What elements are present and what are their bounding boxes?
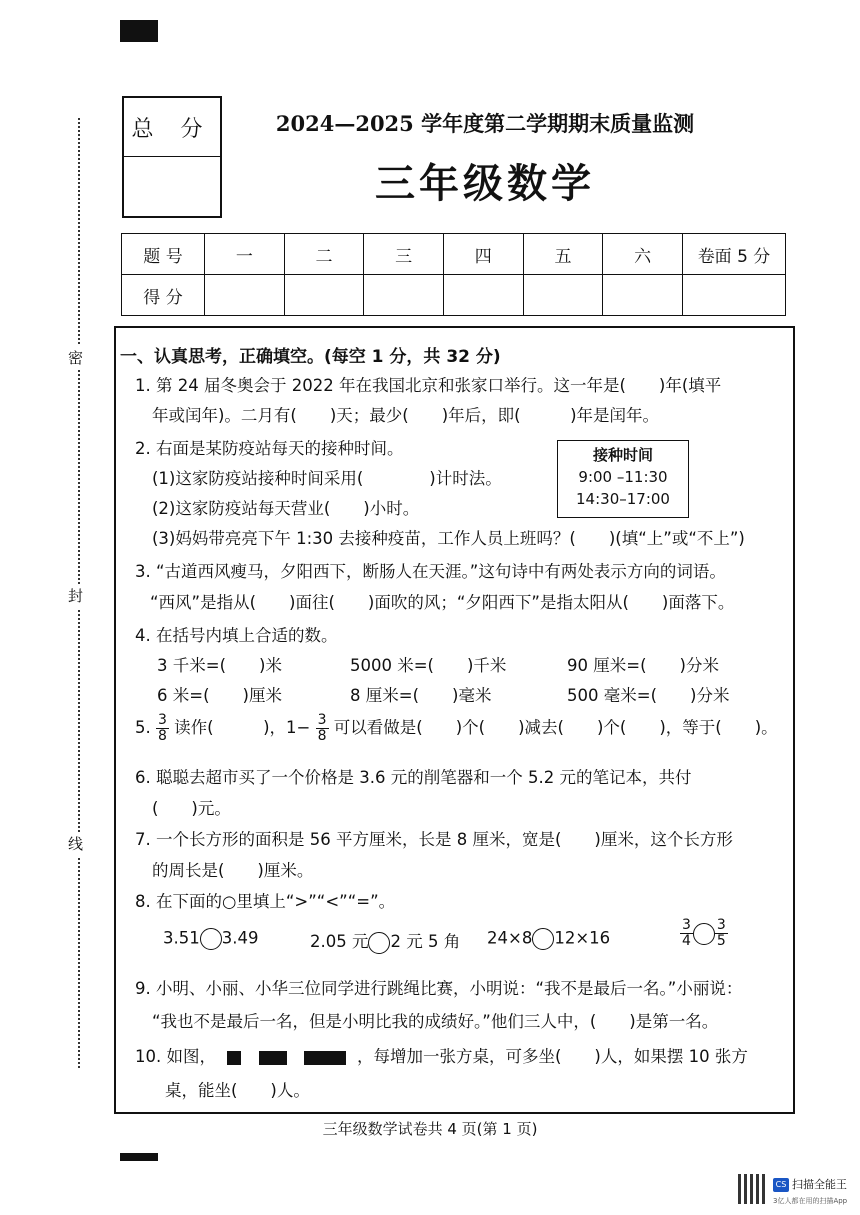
question-4-item: 5000 米=( )千米 [350,656,507,675]
question-1-line-b: 年或闰年)。二月有( )天；最少( )年后，即( )年是闰年。 [152,406,660,425]
vaccination-schedule-box [557,440,689,518]
schedule-morning: 9:00 –11:30 [578,468,668,486]
question-5-number: 5. [135,718,151,737]
score-cell: 题 号 [122,234,205,275]
question-10-text: ，每增加一张方桌，可多坐( )人，如果摆 10 张方 [357,1047,748,1066]
total-score-label: 总 分 [124,98,220,157]
question-9-line-b: “我也不是最后一名，但是小明比我的成绩好。”他们三人中，( )是第一名。 [152,1012,719,1031]
question-2-part-2: (2)这家防疫站每天营业( )小时。 [152,499,420,518]
question-4-intro: 4. 在括号内填上合适的数。 [135,626,338,645]
score-cell: 三 [364,234,444,275]
score-cell: 得 分 [122,275,205,316]
question-4-item: 6 米=( )厘米 [157,686,282,705]
question-8-compare [163,928,259,950]
question-1-line-a: 1. 第 24 届冬奥会于 2022 年在我国北京和张家口举行。这一年是( )年(填平 [135,376,722,395]
qr-code-icon [738,1174,768,1204]
page-footer: 三年级数学试卷共 4 页(第 1 页) [322,1120,538,1138]
scanner-logo-icon: CS [773,1178,789,1192]
question-8-intro: 8. 在下面的○里填上“>”“<”“=”。 [135,892,396,911]
section-title: 一、认真思考，正确填空。(每空 1 分，共 32 分) [120,347,501,367]
fraction-3-8: $\frac{3}{8}$ [317,712,327,744]
compare-left: 24×8 [487,928,533,948]
question-7-line-b: 的周长是( )厘米。 [152,861,314,880]
two-tables-icon [259,1051,287,1065]
question-4-item: 90 厘米=( )分米 [567,656,719,675]
score-cell: 卷面 5 分 [683,234,786,275]
compare-right: 12×16 [554,928,611,948]
question-2-intro: 2. 右面是某防疫站每天的接种时间。 [135,439,404,458]
question-7-line-a: 7. 一个长方形的面积是 56 平方厘米，长是 8 厘米，宽是( )厘米，这个长方形 [135,830,733,849]
question-5-text-a: 读作( )，1− [174,718,311,737]
compare-circle[interactable] [693,923,715,945]
fraction-3-8: $\frac{3}{8}$ [158,712,167,744]
question-6-line-a: 6. 聪聪去超市买了一个价格是 3.6 元的削笔器和一个 5.2 元的笔记本，共付 [135,768,692,787]
side-mark-mi: 密 [68,346,83,370]
question-10-number: 10. 如图， [135,1047,216,1066]
question-3-line-b: “西风”是指从( )面往( )面吹的风；“夕阳西下”是指太阳从( )面落下。 [150,593,735,612]
compare-left: 3.51 [163,928,200,948]
question-3-line-a: 3. “古道西风瘦马，夕阳西下，断肠人在天涯。”这句诗中有两处表示方向的词语。 [135,562,726,581]
scanner-app-name: 扫描全能王 [792,1178,847,1191]
question-8-compare [680,918,728,949]
three-tables-icon [304,1051,346,1065]
question-2-part-1: (1)这家防疫站接种时间采用( )计时法。 [152,469,502,488]
scanner-app-tagline: 3亿人都在用的扫描App [773,1197,848,1205]
question-10-line-a [135,1043,748,1067]
compare-circle[interactable] [368,932,390,954]
fraction-3-5: $\frac{3}{5}$ [716,917,726,949]
one-table-icon [227,1051,241,1065]
score-cell: 二 [284,234,364,275]
compare-circle[interactable] [532,928,554,950]
compare-right: 2 元 5 角 [390,932,461,951]
compare-circle[interactable] [200,928,222,950]
side-mark-feng: 封 [68,584,83,608]
question-6-line-b: ( )元。 [152,799,231,818]
fraction-3-4: $\frac{3}{4}$ [682,917,691,949]
question-9-line-a: 9. 小明、小丽、小华三位同学进行跳绳比赛，小明说：“我不是最后一名。”小丽说： [135,979,743,998]
question-5-text-b: 可以看做是( )个( )减去( )个( )，等于( )。 [333,718,778,737]
schedule-title: 接种时间 [592,446,653,464]
question-8-compare [487,928,610,950]
question-5 [135,713,778,744]
score-cell: 一 [205,234,285,275]
compare-right: 3.49 [221,928,259,948]
question-10-line-b: 桌，能坐( )人。 [165,1081,310,1100]
exam-title: 三年级数学 [375,160,595,207]
compare-left: 2.05 元 [310,932,369,951]
score-cell: 六 [603,234,683,275]
schedule-afternoon: 14:30–17:00 [576,490,670,508]
question-2-part-3: (3)妈妈带亮亮下午 1:30 去接种疫苗，工作人员上班吗？( )(填“上”或“不上”) [152,529,745,548]
side-mark-xian: 线 [68,832,83,856]
question-4-item: 8 厘米=( )毫米 [350,686,492,705]
question-4-item: 3 千米=( )米 [157,656,282,675]
exam-subtitle: 2024—2025 学年度第二学期期末质量监测 [275,111,695,136]
question-4-item: 500 毫米=( )分米 [567,686,730,705]
question-8-compare [310,928,460,954]
score-cell: 四 [443,234,523,275]
score-cell: 五 [523,234,603,275]
